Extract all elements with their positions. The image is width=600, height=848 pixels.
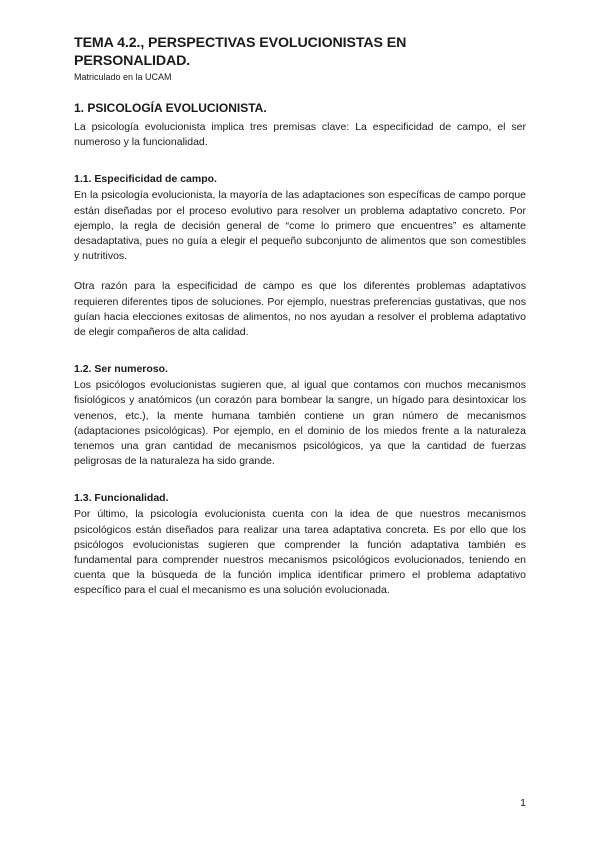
- document-subtitle: Matriculado en la UCAM: [74, 72, 172, 82]
- subsection-funcionalidad: [74, 491, 526, 598]
- paragraph: Por último, la psicología evolucionista cuenta con la idea de que nuestros mecanismos psicológicos están diseñados para realizar una tarea adaptativa concreta. Es por ello que los psicólogos evolucionistas sugieren que comprender la función adaptativa también es fundamental para comprender nuestros mecanismos psicológicos evolucionados, teniendo en cuenta que la búsqueda de la función implica identificar primero el problema adaptativo específico para el cual el mecanismo es una solución evolucionada.: [74, 508, 526, 597]
- subsection-title: 1.2. Ser numeroso.: [74, 363, 168, 376]
- paragraph: En la psicología evolucionista, la mayoría de las adaptaciones son específicas de campo porque están diseñadas por el proceso evolutivo para resolver un problema adaptativo concreto. Por ejemplo, la regla de decisión general de “come lo primero que encuentres” es altamente desadaptativa, pues no guía a elegir el pequeño subconjunto de alimentos que son comestibles y nutritivos.: [74, 189, 526, 263]
- paragraph: Los psicólogos evolucionistas sugieren que, al igual que contamos con muchos mecanismos fisiológicos y anatómicos (un corazón para bombear la sangre, un hígado para desintoxicar los venenos, etc.), la mente humana también contiene un gran número de mecanismos (adaptaciones psicológicas). Por ejemplo, en el dominio de los miedos frente a la naturaleza tenemos una gran cantidad de mecanismos psicológicos, ya que la cantidad de fuerzas peligrosas de la naturaleza ha sido grande.: [74, 379, 526, 468]
- section-intro-paragraph: La psicología evolucionista implica tres premisas clave: La especificidad de campo, el ser numeroso y la funcionalidad.: [74, 121, 526, 149]
- subsection-title: 1.1. Especificidad de campo.: [74, 173, 217, 186]
- page-number: 1: [520, 797, 526, 809]
- subsection-ser-numeroso: [74, 362, 526, 469]
- subsection-title: 1.3. Funcionalidad.: [74, 492, 169, 505]
- paragraph: Otra razón para la especificidad de campo es que los diferentes problemas adaptativos requieren diferentes tipos de soluciones. Por ejemplo, nuestras preferencias gustativas, que nos guían hacia elecciones exitosas de alimentos, no nos ayudan a resolver el problema adaptativo de elegir compañeros de alta calidad.: [74, 280, 526, 339]
- document-title: TEMA 4.2., PERSPECTIVAS EVOLUCIONISTAS EN PERSONALIDAD.: [74, 35, 407, 69]
- section-title: 1. PSICOLOGÍA EVOLUCIONISTA.: [74, 101, 267, 115]
- subsection-especificidad: [74, 172, 526, 340]
